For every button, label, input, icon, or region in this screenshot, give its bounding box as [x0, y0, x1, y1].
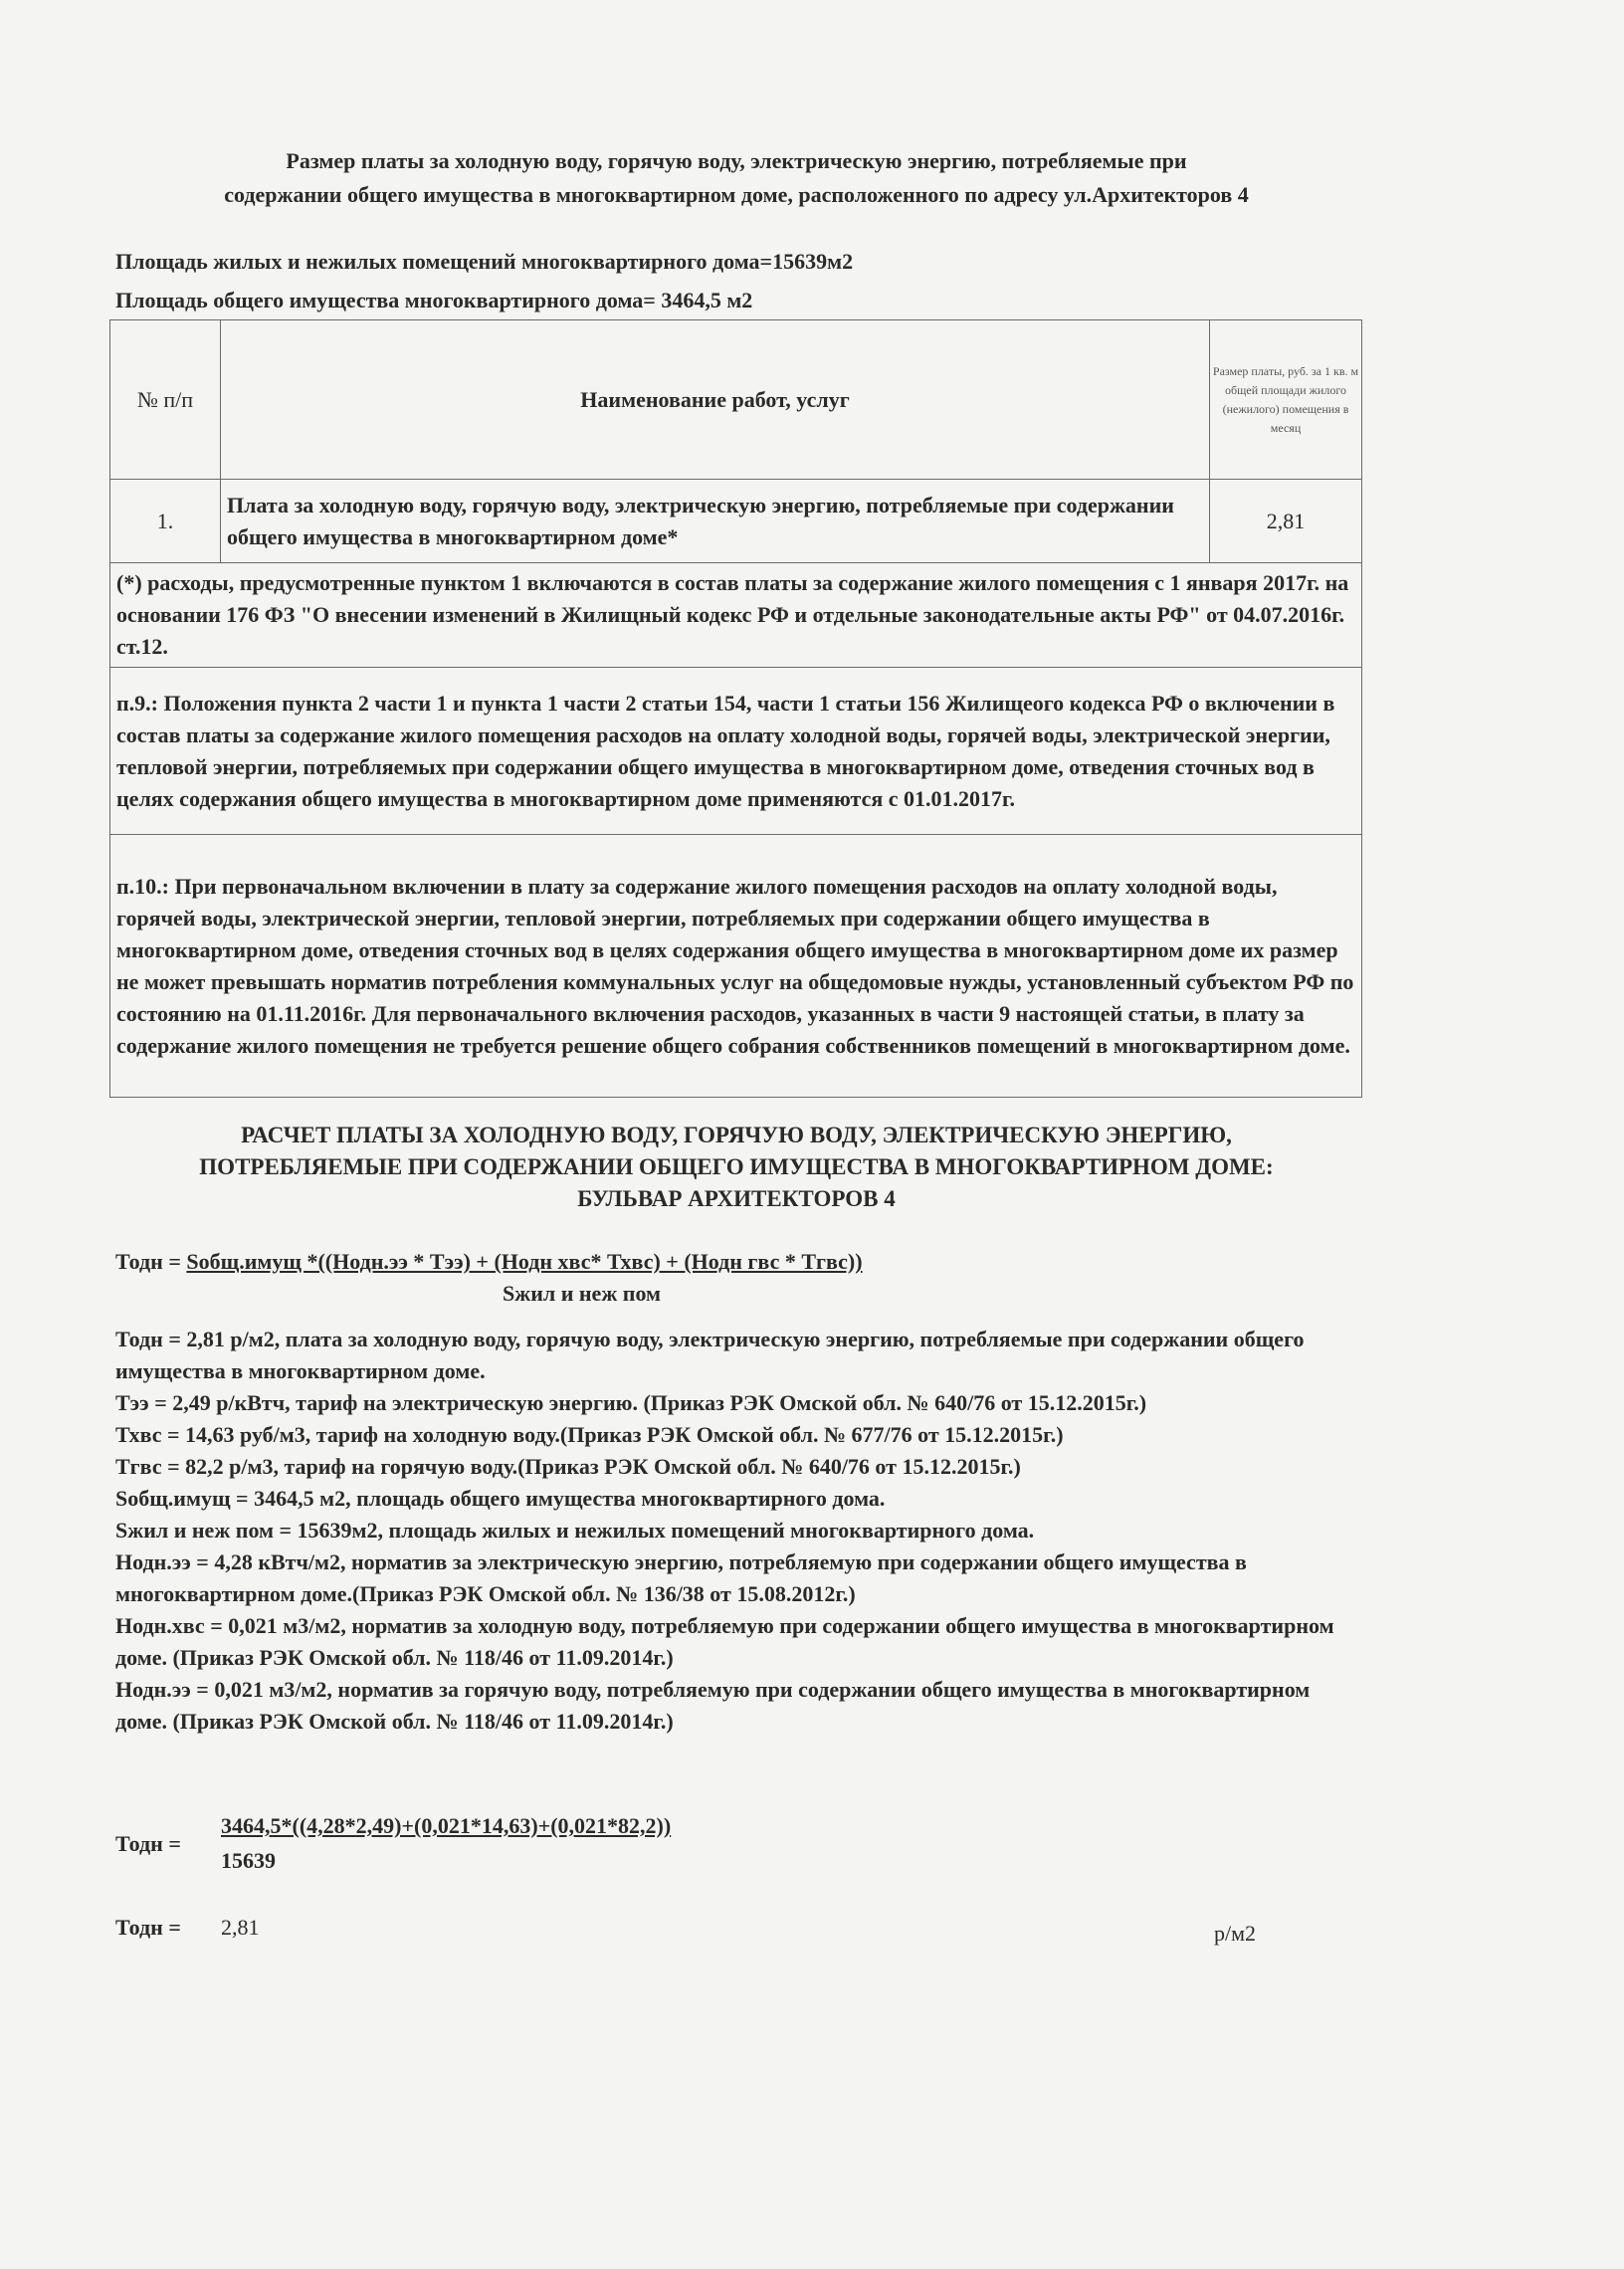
- definition-item: Тээ = 2,49 р/кВтч, тариф на электрическую энергию. (Приказ РЭК Омской обл. № 640/76 от 15.12.2015г.): [115, 1390, 1147, 1415]
- note-row: [110, 668, 1362, 835]
- definition-item: Нодн.хвс = 0,021 м3/м2, норматив за холодную воду, потребляемую при содержании общего имущества в многоквартирном доме. (Приказ РЭК Омской обл. № 118/46 от 11.09.2014г.): [115, 1613, 1334, 1670]
- definition-item: Тодн = 2,81 р/м2, плата за холодную воду, горячую воду, электрическую энергию, потребляемые при содержании общего имущества в многоквартирном доме.: [115, 1327, 1305, 1383]
- definition-item: Нодн.ээ = 0,021 м3/м2, норматив за горячую воду, потребляемую при содержании общего имущества в многоквартирном доме. (Приказ РЭК Омской обл. № 118/46 от 11.09.2014г.): [115, 1677, 1311, 1734]
- definition-item: Sобщ.имущ = 3464,5 м2, площадь общего имущества многоквартирного дома.: [115, 1486, 886, 1511]
- definition-item: Тгвс = 82,2 р/м3, тариф на горячую воду.(Приказ РЭК Омской обл. № 640/76 от 15.12.2015г.): [115, 1454, 1021, 1479]
- header-rate: Размер платы, руб. за 1 кв. м общей площади жилого (нежилого) помещения в месяц: [1210, 320, 1362, 480]
- definition-item: Sжил и неж пом = 15639м2, площадь жилых и нежилых помещений многоквартирного дома.: [115, 1518, 1035, 1543]
- note-row: [110, 563, 1362, 668]
- row-num: 1.: [110, 480, 221, 563]
- document-title: [109, 144, 1363, 212]
- row-name: Плата за холодную воду, горячую воду, электрическую энергию, потребляемые при содержании общего имущества в многоквартирном доме*: [221, 480, 1210, 563]
- header-num: № п/п: [110, 320, 221, 480]
- row-rate: 2,81: [1210, 480, 1362, 563]
- living-area-line: Площадь жилых и нежилых помещений многоквартирного дома=15639м2: [115, 249, 854, 274]
- note-p10: п.10.: При первоначальном включении в плату за содержание жилого помещения расходов на оплату холодной воды, горячей воды, электрической энергии, тепловой энергии, потребляемых при содержании общего имущества в многоквартирном доме, отведения сточных вод в целях содержания общего имущества в многоквартирном доме их размер не может превышать норматив потребления коммунальных услуг на общедомовые нужды, установленный субъектом РФ по состоянию на 01.11.2016г. Для первоначального включения расходов, указанных в части 9 настоящей статьи, в плату за содержание жилого помещения не требуется решение общего собрания собственников помещений в многоквартирном доме.: [110, 835, 1362, 1098]
- table-header-row: [110, 320, 1362, 480]
- table-row: [110, 480, 1362, 563]
- numeric-formula-denominator: 15639: [221, 1848, 276, 1873]
- result-label: Тодн =: [115, 1915, 181, 1940]
- definition-item: Тхвс = 14,63 руб/м3, тариф на холодную воду.(Приказ РЭК Омской обл. № 677/76 от 15.12.2015г.): [115, 1422, 1064, 1447]
- definition-item: Нодн.ээ = 4,28 кВтч/м2, норматив за электрическую энергию, потребляемую при содержании общего имущества в многоквартирном доме.(Приказ РЭК Омской обл. № 136/38 от 15.08.2012г.): [115, 1549, 1247, 1606]
- calc-title-line-1: РАСЧЕТ ПЛАТЫ ЗА ХОЛОДНУЮ ВОДУ, ГОРЯЧУЮ ВОДУ, ЭЛЕКТРИЧЕСКУЮ ЭНЕРГИЮ,: [241, 1123, 1232, 1147]
- result-value: 2,81: [221, 1915, 260, 1940]
- note-row: [110, 835, 1362, 1098]
- rates-table: [109, 319, 1362, 1098]
- definitions-list: [115, 1324, 1359, 1738]
- note-p9: п.9.: Положения пункта 2 части 1 и пункта 1 части 2 статьи 154, части 1 статьи 156 Жилищеого кодекса РФ о включении в состав платы за содержание жилого помещения расходов на оплату холодной воды, горячей воды, электрической энергии, тепловой энергии, потребляемых при содержании общего имущества в многоквартирном доме, отведения сточных вод в целях содержания общего имущества в многоквартирном доме применяются с 01.01.2017г.: [110, 668, 1362, 835]
- title-line-2: содержании общего имущества в многоквартирном доме, расположенного по адресу ул.Архитекторов 4: [224, 182, 1249, 207]
- result-unit: р/м2: [1214, 1921, 1257, 1946]
- calc-title-line-3: БУЛЬВАР АРХИТЕКТОРОВ 4: [577, 1186, 896, 1211]
- formula-numerator: Sобщ.имущ *((Нодн.ээ * Тээ) + (Нодн хвс* Тхвс) + (Нодн гвс * Тгвс)): [186, 1249, 863, 1274]
- general-formula: [115, 1247, 863, 1277]
- calc-title-line-2: ПОТРЕБЛЯЕМЫЕ ПРИ СОДЕРЖАНИИ ОБЩЕГО ИМУЩЕСТВА В МНОГОКВАРТИРНОМ ДОМЕ:: [199, 1154, 1274, 1179]
- formula-prefix: Тодн =: [115, 1249, 187, 1274]
- numeric-formula-label: Тодн =: [115, 1831, 181, 1856]
- numeric-formula-numerator: 3464,5*((4,28*2,49)+(0,021*14,63)+(0,021*82,2)): [221, 1813, 672, 1838]
- title-line-1: Размер платы за холодную воду, горячую воду, электрическую энергию, потребляемые при: [286, 148, 1187, 173]
- header-name: Наименование работ, услуг: [221, 320, 1210, 480]
- formula-denominator: Sжил и неж пом: [503, 1281, 662, 1306]
- calculation-title: [109, 1120, 1363, 1215]
- common-area-line: Площадь общего имущества многоквартирного дома= 3464,5 м2: [115, 288, 753, 312]
- note-asterisk: (*) расходы, предусмотренные пунктом 1 включаются в состав платы за содержание жилого помещения с 1 января 2017г. на основании 176 ФЗ "О внесении изменений в Жилищный кодекс РФ и отдельные законодательные акты РФ" от 04.07.2016г. ст.12.: [110, 563, 1362, 668]
